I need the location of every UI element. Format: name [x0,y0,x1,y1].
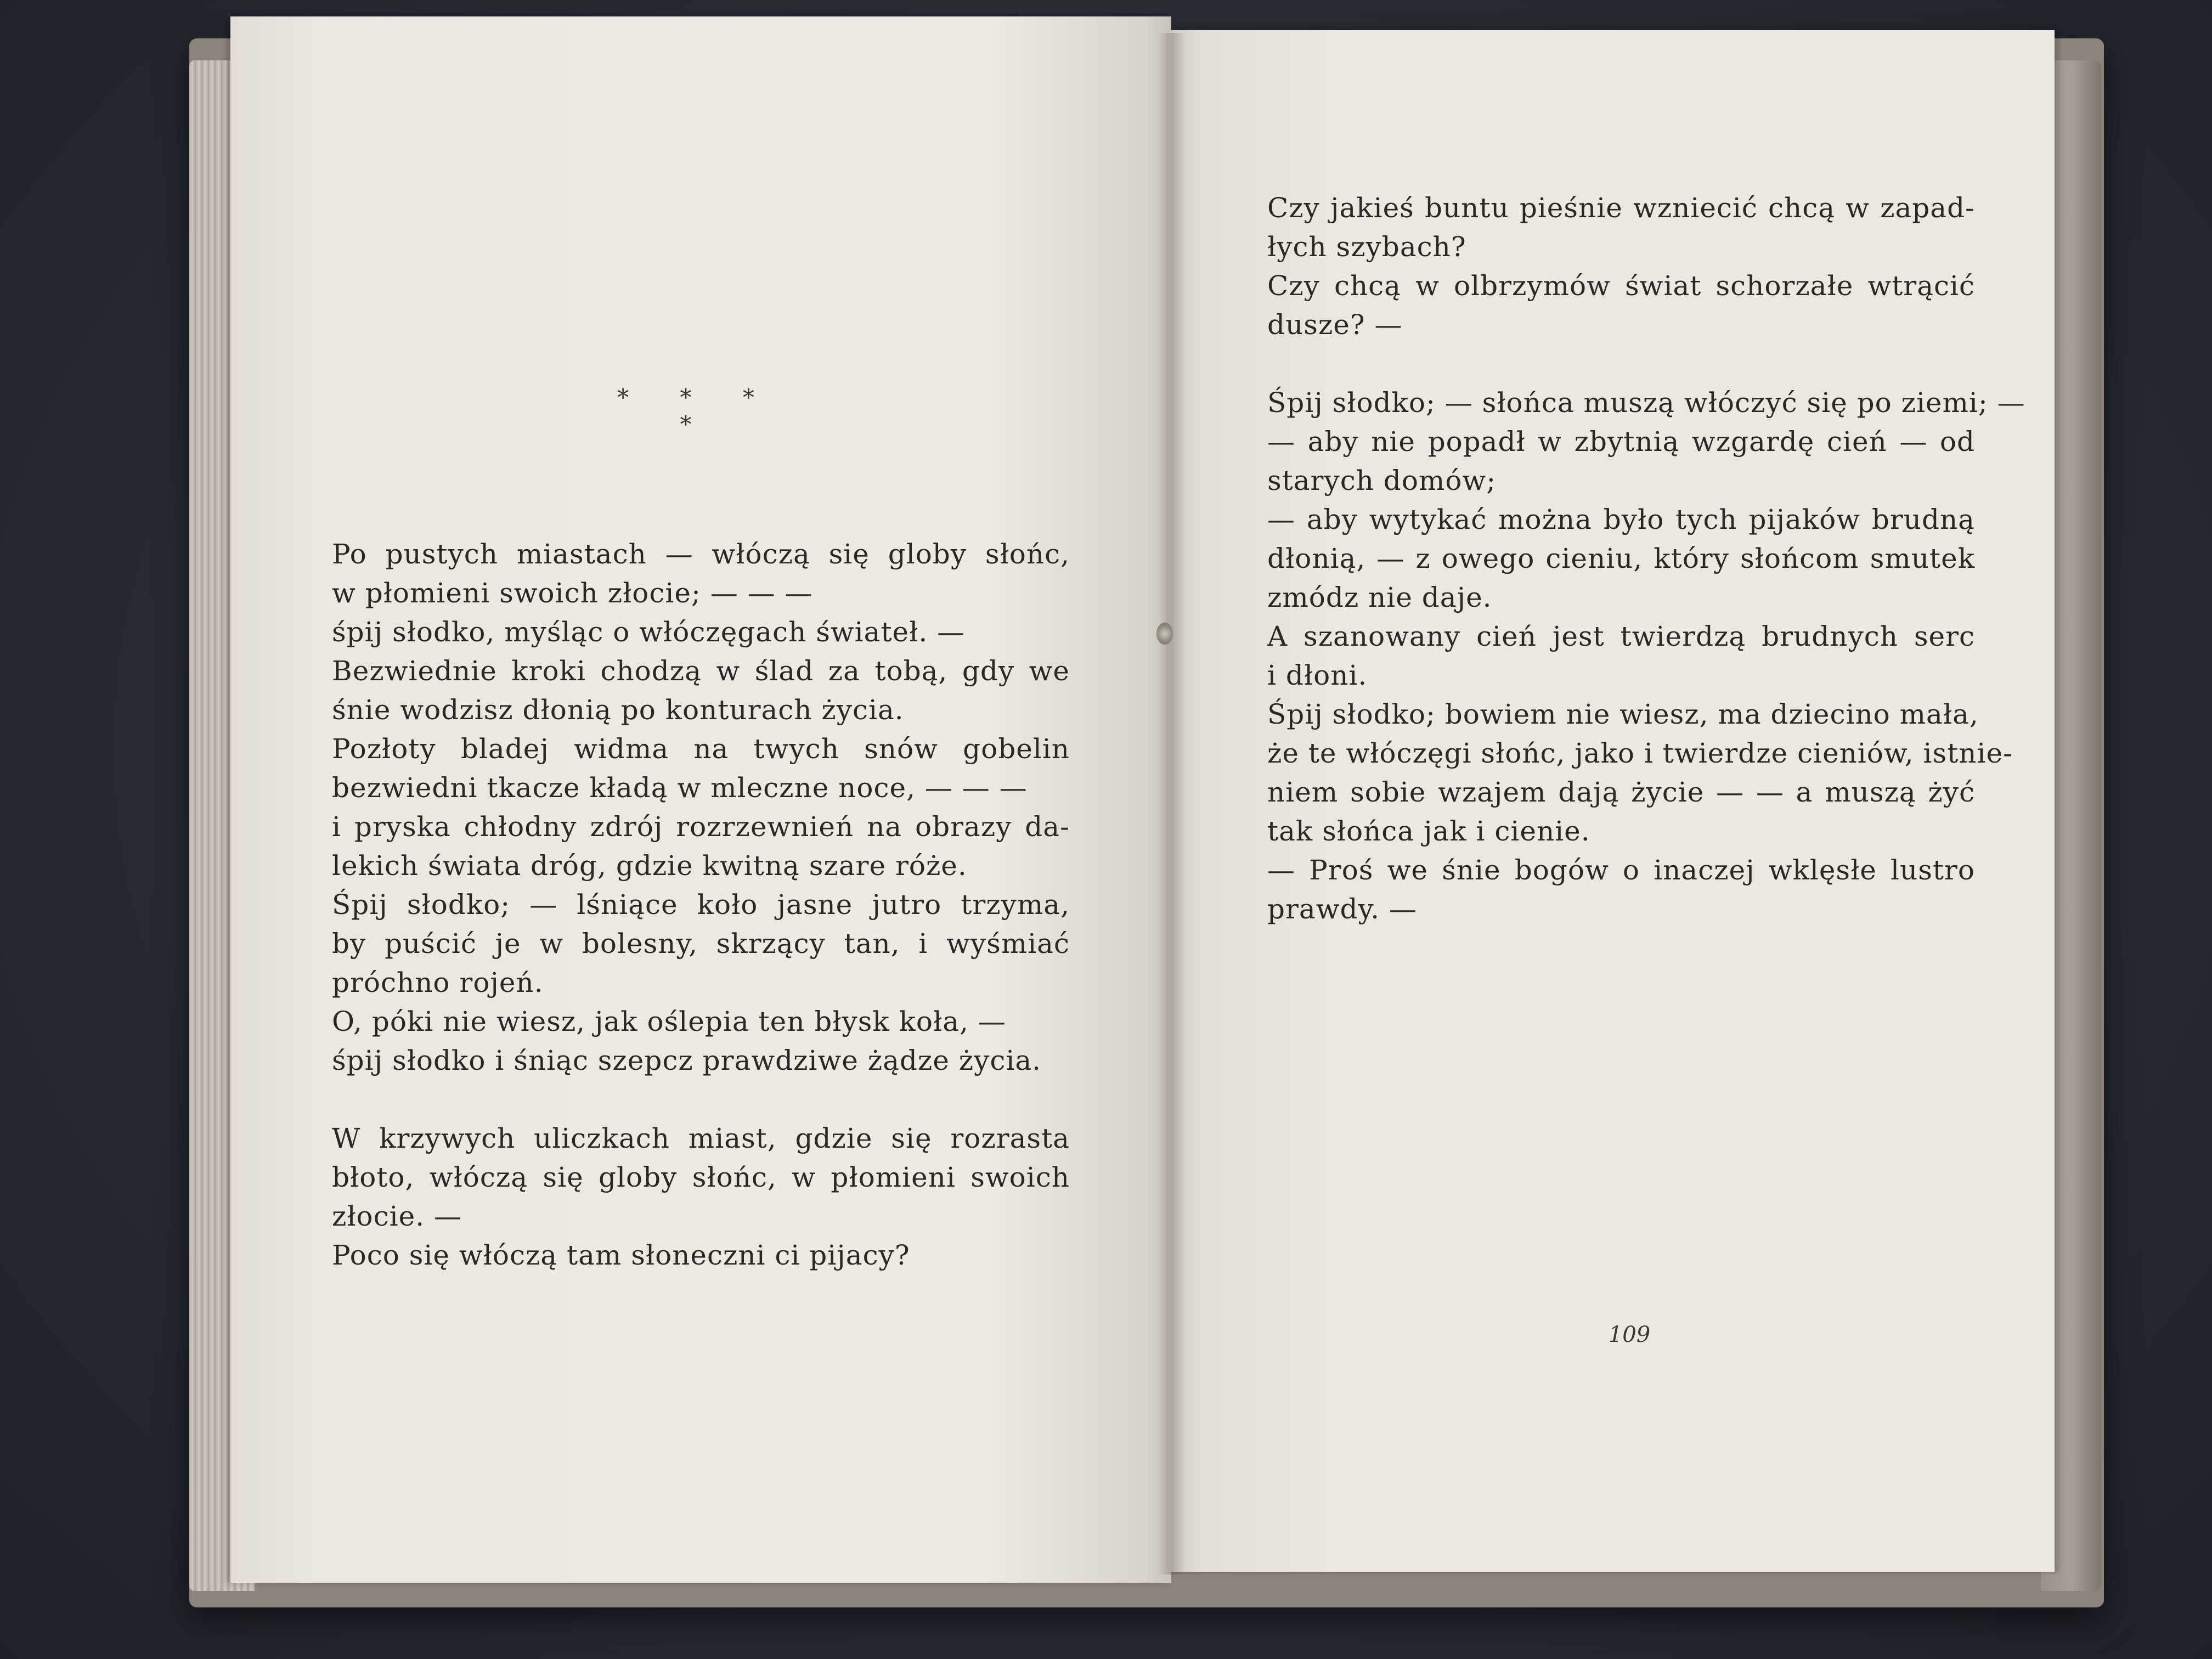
left-page-text [332,535,1070,1275]
text-line: — Proś we śnie bogów o inaczej wklęsłe lustro [1267,854,1975,886]
text-line: niem sobie wzajem dają życie — — a muszą żyć [1267,776,1975,808]
text-line: próchno rojeń. [332,967,544,998]
section-ornament: * * * * [617,384,776,438]
text-line: W krzywych uliczkach miast, gdzie się rozrasta [332,1122,1070,1154]
text-line: — aby nie popadł w zbytnią wzgardę cień — od [1267,426,1975,458]
text-line: i dłoni. [1267,659,1368,691]
text-line: tak słońca jak i cienie. [1267,815,1590,847]
text-line: Czy jakieś buntu pieśnie wzniecić chcą w zapad- [1267,192,1975,224]
text-line: zmódz nie daje. [1267,582,1492,613]
text-line: Śpij słodko; — słońca muszą włóczyć się po ziemi; — [1267,387,2025,419]
text-line: śpij słodko, myśląc o włóczęgach świateł. — [332,616,966,648]
text-line: Bezwiednie kroki chodzą w ślad za tobą, gdy we [332,655,1070,687]
text-line: błoto, włóczą się globy słońc, w płomieni swoich [332,1161,1070,1193]
text-line: — aby wytykać można było tych pijaków brudną [1267,504,1975,535]
right-page-text [1267,189,2025,929]
text-line: Czy chcą w olbrzymów świat schorzałe wtrącić [1267,270,1975,302]
text-line: i pryska chłodny zdrój rozrzewnień na obrazy da- [332,811,1070,843]
text-line: Po pustych miastach — włóczą się globy słońc, [332,538,1070,570]
stanza-break [332,1080,1070,1119]
text-line: że te włóczęgi słońc, jako i twierdze cieniów, istnie- [1267,737,2013,769]
text-line: by puścić je w bolesny, skrzący tan, i wyśmiać [332,928,1070,960]
text-line: w płomieni swoich złocie; — — — [332,577,813,609]
book-gutter [1158,33,1185,1575]
text-line: starych domów; [1267,465,1497,496]
stanza-break [1267,345,1975,383]
text-line: dusze? — [1267,309,1403,341]
text-line: prawdy. — [1267,893,1417,925]
text-line: bezwiedni tkacze kładą w mleczne noce, — — — [332,772,1028,804]
text-line: A szanowany cień jest twierdzą brudnych serc [1267,620,1975,652]
text-line: Poco się włóczą tam słoneczni ci pijacy? [332,1239,910,1271]
text-line: złocie. — [332,1200,462,1232]
text-line: Pozłoty bladej widma na twych snów gobelin [332,733,1070,765]
text-line: lekich świata dróg, gdzie kwitną szare róże. [332,850,967,882]
text-line: śpij słodko i śniąc szepcz prawdziwe żądze życia. [332,1045,1042,1076]
text-line: łych szybach? [1267,231,1466,263]
page-number: 109 [1608,1322,1651,1347]
text-line: dłonią, — z owego cieniu, który słońcom smutek [1267,543,1975,574]
text-line: Śpij słodko; bowiem nie wiesz, ma dziecino mała, [1267,698,1979,730]
binding-thread-icon [1156,623,1173,645]
text-line: śnie wodzisz dłonią po konturach życia. [332,694,904,726]
text-line: O, póki nie wiesz, jak oślepia ten błysk koła, — [332,1006,1006,1037]
text-line: Śpij słodko; — lśniące koło jasne jutro trzyma, [332,889,1070,921]
